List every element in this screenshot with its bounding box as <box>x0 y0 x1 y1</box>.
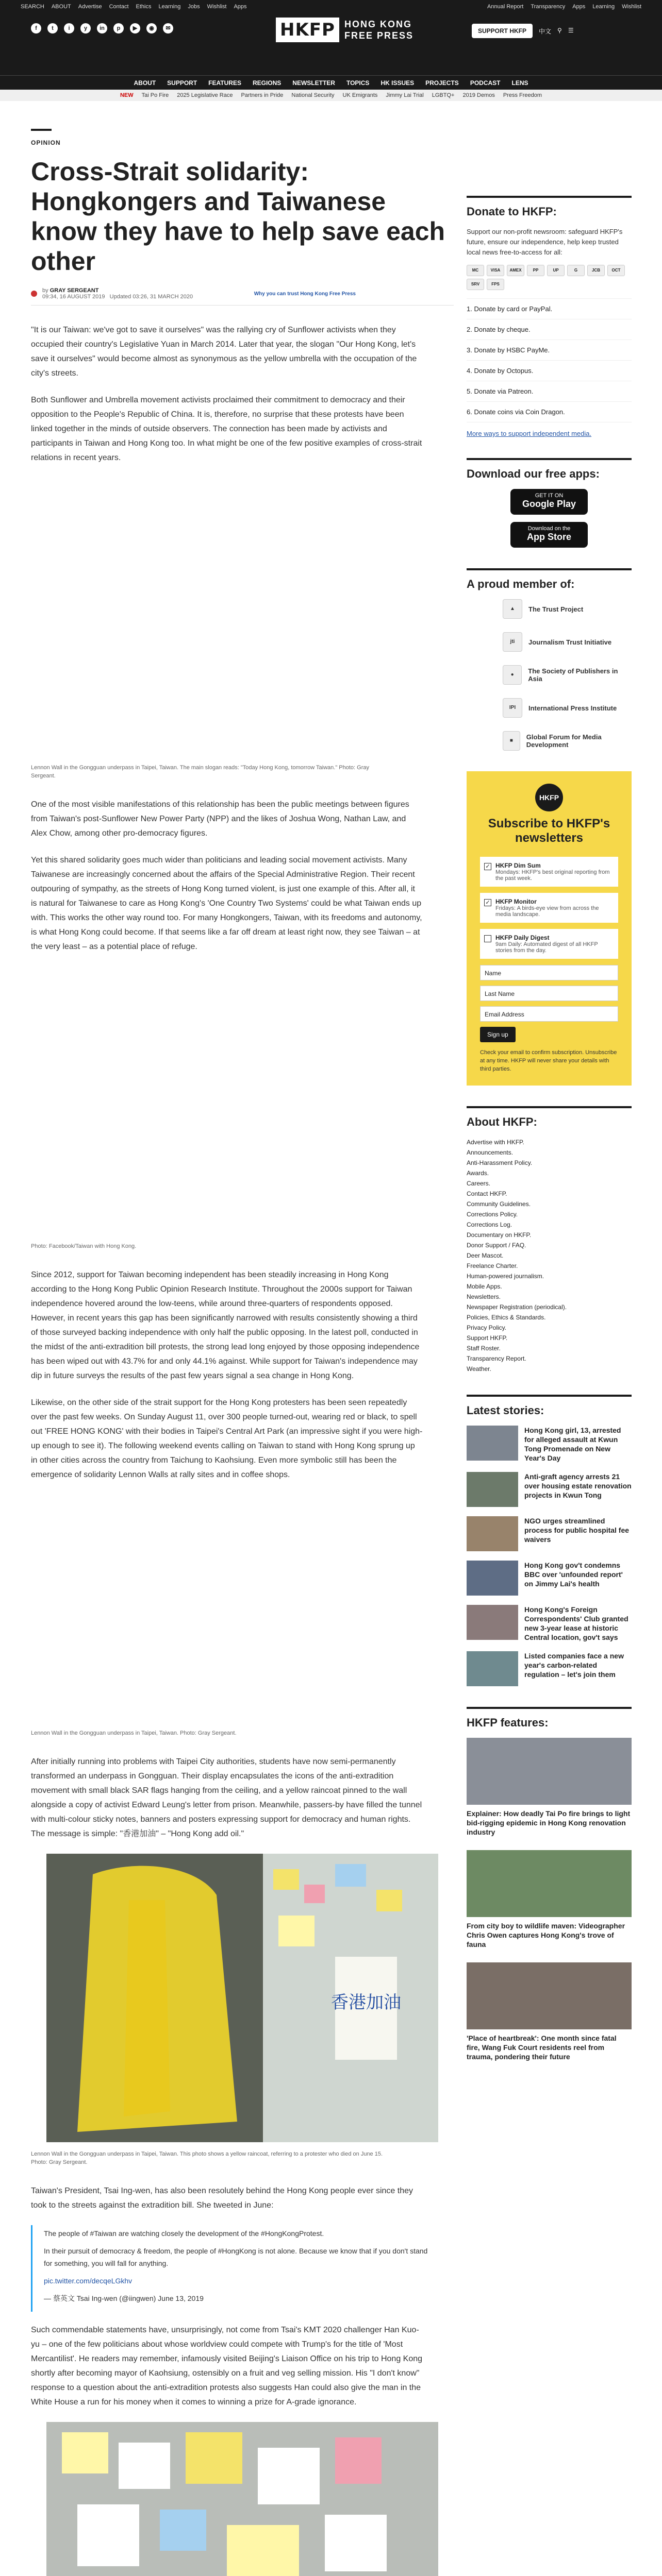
latest-widget <box>467 1395 632 1686</box>
nav-item[interactable]: PROJECTS <box>425 79 459 87</box>
trending-link[interactable]: 2025 Legislative Race <box>177 92 233 98</box>
trust-project-icon: ▲ <box>503 599 522 619</box>
nav-item[interactable]: HK ISSUES <box>380 79 415 87</box>
trending-link[interactable]: 2019 Demos <box>462 92 495 98</box>
donate-steps <box>467 298 632 422</box>
email-icon[interactable]: ✉ <box>163 23 173 33</box>
about-link[interactable]: Mobile Apps. <box>467 1283 502 1290</box>
trending-link[interactable]: Partners in Pride <box>241 92 284 98</box>
app-store-button[interactable] <box>510 522 588 548</box>
top-right-links <box>487 4 641 10</box>
linkedin-icon[interactable]: in <box>97 23 107 33</box>
embedded-tweet <box>31 2225 428 2312</box>
name-input[interactable]: Name <box>480 965 618 980</box>
about-link[interactable]: Staff Roster. <box>467 1345 501 1352</box>
about-link[interactable]: Deer Mascot. <box>467 1252 504 1259</box>
logo-mark: HKFP <box>276 18 339 42</box>
trending-link[interactable]: Jimmy Lai Trial <box>386 92 424 98</box>
latest-story[interactable] <box>467 1651 632 1686</box>
top-link[interactable]: Apps <box>234 4 247 10</box>
tweet-link[interactable]: pic.twitter.com/decqeLGkhv <box>44 2277 133 2285</box>
option-desc: 9am Daily: Automated digest of all HKFP stories from the day. <box>495 941 598 954</box>
top-link[interactable]: Ethics <box>136 4 152 10</box>
article-image <box>31 1495 454 1721</box>
member-title: A proud member of: <box>467 578 575 590</box>
instagram-icon[interactable]: i <box>64 23 74 33</box>
paragraph: Such commendable statements have, unsurprisingly, not come from Tsai's KMT 2020 challenger Han Kuo-yu – one of the few politicians about whose worldview could compete with Trump's for the title of 'Most Mercantilist'. He readers may remember, infamously visited Beijing's Liaison Office on his trip to Hong Kong shortly after becoming mayor of Kaohsiung, ostensibly on a fruit and veg selling mission. His "I don't know" response to a question about the anti-extradition protests also suggests Han could also give the man in the White House a run for his money when it comes to winning a prize for A-grade ignorance. <box>31 2326 423 2406</box>
about-link[interactable]: Corrections Log. <box>467 1221 512 1228</box>
option-desc: Fridays: A birds-eye view from across the media landscape. <box>495 905 599 918</box>
member-name: Journalism Trust Initiative <box>528 638 612 646</box>
newsletter-option[interactable] <box>480 893 618 923</box>
kicker-rule <box>31 129 52 131</box>
nav-item[interactable]: REGIONS <box>252 79 282 87</box>
member-org[interactable] <box>503 665 632 685</box>
facebook-icon[interactable]: f <box>31 23 41 33</box>
about-link[interactable]: Community Guidelines. <box>467 1200 531 1208</box>
member-org[interactable] <box>503 731 632 751</box>
sidebar <box>467 196 632 2082</box>
nav-item[interactable]: PODCAST <box>470 79 501 87</box>
search-icon[interactable]: ⚲ <box>557 27 562 34</box>
app-store-label: App Store <box>526 532 571 542</box>
jti-icon: jti <box>503 632 522 652</box>
tweet-text: The people of #Taiwan are watching closely the development of the #HongKongProtest. <box>44 2229 324 2238</box>
image-caption: Lennon Wall in the Gongguan underpass in Taipei, Taiwan. The main slogan reads: "Today Hong Kong, tomorrow Taiwan." Photo: Gray Sergeant. <box>31 765 369 779</box>
member-name: The Trust Project <box>528 605 584 613</box>
menu-icon[interactable]: ☰ <box>568 27 574 34</box>
nav-item[interactable]: SUPPORT <box>167 79 197 87</box>
card-icon: FPS <box>487 279 504 290</box>
top-right-link[interactable]: Learning <box>592 4 615 10</box>
latest-title: Latest stories: <box>467 1404 544 1417</box>
about-link[interactable]: Advertise with HKFP. <box>467 1139 524 1146</box>
card-icon: OCT <box>607 265 625 276</box>
about-title: About HKFP: <box>467 1115 537 1128</box>
youtube-icon[interactable]: y <box>80 23 91 33</box>
google-play-button[interactable] <box>510 489 588 515</box>
category-label[interactable]: OPINION <box>31 139 61 146</box>
newsletter-option[interactable] <box>480 857 618 887</box>
latest-story[interactable] <box>467 1561 632 1596</box>
card-icon: JCB <box>587 265 605 276</box>
byline <box>31 287 454 306</box>
trending-bar <box>0 90 662 101</box>
trending-link[interactable]: Tai Po Fire <box>141 92 169 98</box>
donate-title: Donate to HKFP: <box>467 205 557 218</box>
card-icon: UP <box>547 265 565 276</box>
image-caption: Lennon Wall in the Gongguan underpass in Taipei, Taiwan. Photo: Gray Sergeant. <box>31 1730 237 1736</box>
image-caption: Photo: Facebook/Taiwan with Hong Kong. <box>31 1243 137 1249</box>
about-link[interactable]: Contact HKFP. <box>467 1190 507 1197</box>
about-list <box>467 1137 632 1374</box>
rss-icon[interactable]: ◉ <box>146 23 157 33</box>
top-link[interactable]: Advertise <box>78 4 102 10</box>
option-desc: Mondays: HKFP's best original reporting from the past week. <box>495 869 610 882</box>
top-links <box>21 4 247 10</box>
member-org[interactable] <box>503 599 632 619</box>
member-org[interactable] <box>503 632 632 652</box>
trending-link[interactable]: Press Freedom <box>503 92 542 98</box>
newsletter-note: Check your email to confirm subscription. Unsubscribe at any time. HKFP will never share your details with third parties. <box>480 1049 617 1072</box>
top-right-link[interactable]: Apps <box>572 4 586 10</box>
story-title[interactable]: Anti-graft agency arrests 21 over housing estate renovation projects in Kwun Tong <box>524 1472 632 1499</box>
top-bar <box>0 0 662 13</box>
about-link[interactable]: Donor Support / FAQ. <box>467 1242 526 1249</box>
feature-image[interactable] <box>467 1738 632 1805</box>
donate-widget <box>467 196 632 437</box>
card-icon: VISA <box>487 265 504 276</box>
twitter-icon[interactable]: t <box>47 23 58 33</box>
donate-option[interactable]: 1. Donate by card or PayPal. <box>467 298 632 319</box>
top-link[interactable]: Contact <box>109 4 129 10</box>
image-caption: Lennon Wall in the Gongguan underpass in Taipei, Taiwan. This photo shows a yellow raincoat, referring to a protester who died on June 15. Photo: Gray Sergeant. <box>31 2151 383 2165</box>
option-title: HKFP Daily Digest <box>495 934 550 941</box>
member-org[interactable] <box>503 698 632 718</box>
member-widget <box>467 568 632 751</box>
story-title[interactable]: Hong Kong girl, 13, arrested for alleged assault at Kwun Tong Promenade on New Year's Day <box>524 1426 621 1462</box>
logo-line1: HONG KONG <box>344 19 412 29</box>
language-link[interactable]: 中文 <box>539 28 552 35</box>
member-name: The Society of Publishers in Asia <box>528 667 618 683</box>
nav-item[interactable]: FEATURES <box>208 79 241 87</box>
donate-option[interactable]: 2. Donate by cheque. <box>467 319 632 340</box>
checkbox-checked-icon[interactable]: ✓ <box>484 899 491 906</box>
option-title: HKFP Monitor <box>495 898 537 905</box>
paragraph: Since 2012, support for Taiwan becoming independent has been steadily increasing in Hong Kong according to the Hong Kong Public Opinion Research Institute. Throughout the 2000s support for Taiwan independence hovered around the low-teens, while around three-quarters of respondents opposed. However, in recent years this gap has been significantly narrowed with results consistently showing a third of those surveyed backing independence with only half the public opposing. In the latest poll, conducted in the midst of the anti-extradition bill protests, the strong lead long enjoyed by those opposing independence has been wiped out with 43.7% for and only 44.1% against. While support for Taiwan's independence may dip in future surveys the results of the past few years signal a sea change in Hong Kong. <box>31 1270 420 1380</box>
card-icon: G <box>567 265 585 276</box>
donate-option[interactable]: 6. Donate coins via Coin Dragon. <box>467 401 632 422</box>
nav-item[interactable]: TOPICS <box>346 79 370 87</box>
last-name-input[interactable]: Last Name <box>480 986 618 1001</box>
newsletter-option[interactable] <box>480 929 618 959</box>
checkbox-checked-icon[interactable]: ✓ <box>484 863 491 870</box>
play-icon[interactable]: ▶ <box>130 23 140 33</box>
story-thumbnail[interactable] <box>467 1605 518 1640</box>
site-logo[interactable] <box>276 18 413 42</box>
feature-title[interactable]: 'Place of heartbreak': One month since fatal fire, Wang Fuk Court residents reel from trauma, pondering their future <box>467 2034 617 2061</box>
main-nav <box>0 75 662 90</box>
google-play-label: Google Play <box>522 499 576 509</box>
feature-image[interactable] <box>467 1850 632 1917</box>
trending-link[interactable]: UK Emigrants <box>342 92 378 98</box>
member-name: Global Forum for Media Development <box>526 733 602 749</box>
story-thumbnail[interactable] <box>467 1516 518 1551</box>
donate-text: Support our non-profit newsroom: safeguard HKFP's future, ensure our independence, help keep trusted local news free-to-access for all: <box>467 228 623 256</box>
trending-link[interactable]: LGBTQ+ <box>432 92 455 98</box>
apps-title: Download our free apps: <box>467 467 600 480</box>
nav-item[interactable]: NEWSLETTER <box>292 79 335 87</box>
card-icon: PP <box>527 265 544 276</box>
story-thumbnail[interactable] <box>467 1472 518 1507</box>
top-link[interactable]: Wishlist <box>207 4 227 10</box>
lennon-wall-photo <box>31 1854 454 2142</box>
about-link[interactable]: Anti-Harassment Policy. <box>467 1159 533 1166</box>
card-icon: AMEX <box>507 265 524 276</box>
notes-wall-photo <box>31 2422 454 2576</box>
story-title[interactable]: Hong Kong gov't condemns BBC over 'unfounded report' on Jimmy Lai's health <box>524 1561 623 1588</box>
story-title[interactable]: Listed companies face a new year's carbon-related regulation – let's join them <box>524 1652 624 1679</box>
newsletter-widget <box>467 771 632 1086</box>
article <box>31 129 454 2576</box>
paragraph: "It is our Taiwan: we've got to save it ourselves" was the rallying cry of Sunflower activists when they occupied their country's Legislative Yuan in March 2014. Later that year, the slogan "Our Hong Kong, let's save it ourselves" would become almost as synonymous as the yellow umbrella with the occupation of the city's streets. <box>31 326 417 378</box>
nav-item[interactable]: LENS <box>511 79 528 87</box>
about-link[interactable]: Weather. <box>467 1365 491 1372</box>
newsletter-title: Subscribe to HKFP's newsletters <box>488 817 610 845</box>
option-title: HKFP Dim Sum <box>495 862 541 869</box>
about-link[interactable]: Corrections Policy. <box>467 1211 518 1218</box>
author-avatar <box>31 291 37 297</box>
trending-link[interactable]: National Security <box>291 92 335 98</box>
story-thumbnail[interactable] <box>467 1651 518 1686</box>
author-info: by GRAY SERGEANT 09:34, 16 AUGUST 2019 Updated 03:26, 31 MARCH 2020 <box>42 287 193 300</box>
about-link[interactable]: Newsletters. <box>467 1293 501 1300</box>
email-input[interactable]: Email Address <box>480 1006 618 1022</box>
updated-date: Updated 03:26, 31 MARCH 2020 <box>109 294 193 300</box>
about-widget <box>467 1106 632 1374</box>
donate-option[interactable]: 4. Donate by Octopus. <box>467 360 632 381</box>
top-link[interactable]: ABOUT <box>51 4 71 10</box>
publish-date: 09:34, 16 AUGUST 2019 <box>42 294 105 300</box>
about-link[interactable]: Support HKFP. <box>467 1334 508 1342</box>
about-link[interactable]: Transparency Report. <box>467 1355 526 1362</box>
paragraph: Both Sunflower and Umbrella movement activists proclaimed their commitment to democracy and their opposition to the People's Republic of China. It is, therefore, no surprise that these protests have been linked together in the minds of outside observers. The connection has been made by activists and participants in Taiwan and Hong Kong too. In what might be one of the few positive examples of cross-strait relations in recent years. <box>31 396 422 462</box>
tweet-author[interactable]: — 蔡英文 Tsai Ing-wen (@iingwen) June 13, 2019 <box>44 2294 204 2302</box>
about-link[interactable]: Awards. <box>467 1170 489 1177</box>
article-title: Cross-Strait solidarity: Hongkongers and Taiwanese know they have to help save each other <box>31 157 445 276</box>
features-list <box>467 1738 632 2061</box>
feature-title[interactable]: Explainer: How deadly Tai Po fire brings to light bid-rigging epidemic in Hong Kong renovation industry <box>467 1809 631 1836</box>
sopa-icon: ● <box>503 665 522 685</box>
about-link[interactable]: Careers. <box>467 1180 491 1187</box>
header-right <box>539 27 574 36</box>
gfmd-icon: ■ <box>503 731 520 751</box>
social-icons <box>31 23 173 33</box>
top-link[interactable]: Jobs <box>188 4 200 10</box>
about-link[interactable]: Newspaper Registration (periodical). <box>467 1303 567 1311</box>
latest-story[interactable] <box>467 1605 632 1642</box>
article-image <box>31 478 454 756</box>
app-store-small: Download on the <box>527 526 571 532</box>
donate-option[interactable]: 3. Donate by HSBC PayMe. <box>467 340 632 360</box>
author-name[interactable]: GRAY SERGEANT <box>49 287 99 294</box>
svg-text:香港加油: 香港加油 <box>331 1992 401 2013</box>
payment-cards <box>467 265 632 290</box>
member-name: International Press Institute <box>528 704 617 712</box>
donate-option[interactable]: 5. Donate via Patreon. <box>467 381 632 401</box>
story-title[interactable]: Hong Kong's Foreign Correspondents' Club granted new 3-year lease at historic Central location, gov't says <box>524 1605 628 1641</box>
about-link[interactable]: Announcements. <box>467 1149 514 1156</box>
apps-widget <box>467 458 632 548</box>
paragraph: Yet this shared solidarity goes much wider than politicians and leading social movement activists. Many Taiwanese are increasingly concerned about the affairs of the Special Administrative Region. Their recent outpouring of sympathy, as the streets of Hong Kong turned violent, is just one example of this. After all, it is natural for Taiwanese to care as Hong Kong's 'One Country Two Systems' could be what Taiwan ends up with. This works the other way round too. For many Hongkongers, Taiwan, with its freedoms and autonomy, is what Hong Kong could become. If that seems like a far off dream at least right now, they see Taiwan – at the very least – as a potential place of refuge. <box>31 856 422 951</box>
features-title: HKFP features: <box>467 1716 549 1729</box>
feature-image[interactable] <box>467 1962 632 2029</box>
top-right-link[interactable]: Transparency <box>531 4 566 10</box>
story-thumbnail[interactable] <box>467 1561 518 1596</box>
about-link[interactable]: Policies, Ethics & Standards. <box>467 1314 546 1321</box>
trust-link[interactable]: Why you can trust Hong Kong Free Press <box>254 291 356 297</box>
nav-item[interactable]: ABOUT <box>134 79 156 87</box>
paragraph: Likewise, on the other side of the strait support for the Hong Kong protesters has been seen repeatedly over the past few weeks. On Sunday August 11, over 300 people turned-out, wearing red or black, to spell out 'FREE HONG KONG' with their bodies in Taipei's Central Art Park (an impressive sight if you were high-up enough to see it). The following weekend events calling on Taiwan to stand with Hong Kong sprung up in other cities across the country from Taichung to Kaohsiung. Even more symbolic still has been the emergence of solidarity Lennon Walls at rally sites and in coffee shops. <box>31 1398 423 1479</box>
signup-button[interactable]: Sign up <box>480 1027 516 1042</box>
about-link[interactable]: Human-powered journalism. <box>467 1273 544 1280</box>
logo-line2: FREE PRESS <box>344 30 413 41</box>
logo-text <box>344 19 413 41</box>
article-body <box>31 323 454 2576</box>
paragraph: After initially running into problems with Taipei City authorities, students have now semi-permanently transformed an underpass in Gongguan. Their display encapsulates the icons of the anti-extradition movement with small black SAR flags hanging from the ceiling, and a yellow raincoat pinned to the wall alongside a copy of activist Edward Leung's letter from prison. Meanwhile, passers-by have filled the tunnel with multi-colour sticky notes, banners and posters expressing support for democracy and human rights. The message is simple: "香港加油" – "Hong Kong add oil." <box>31 1757 422 1838</box>
latest-list <box>467 1426 632 1686</box>
top-link[interactable]: SEARCH <box>21 4 44 10</box>
card-icon: SRV <box>467 279 484 290</box>
top-link[interactable]: Learning <box>158 4 181 10</box>
story-title[interactable]: NGO urges streamlined process for public hospital fee waivers <box>524 1517 630 1544</box>
patreon-icon[interactable]: p <box>113 23 124 33</box>
latest-story[interactable] <box>467 1472 632 1507</box>
tweet-text: In their pursuit of democracy & freedom, the people of #HongKong is not alone. Because we know that if you don't stand for something, you will fall for anything. <box>44 2247 428 2267</box>
features-widget <box>467 1707 632 2061</box>
checkbox-icon[interactable] <box>484 935 491 942</box>
latest-story[interactable] <box>467 1516 632 1551</box>
latest-story[interactable] <box>467 1426 632 1463</box>
feature-title[interactable]: From city boy to wildlife maven: Videographer Chris Owen captures Hong Kong's trove of fauna <box>467 1922 625 1948</box>
newsletter-logo: HKFP <box>535 784 563 811</box>
top-right-link[interactable]: Wishlist <box>622 4 641 10</box>
top-right-link[interactable]: Annual Report <box>487 4 524 10</box>
story-thumbnail[interactable] <box>467 1426 518 1461</box>
google-play-small: GET IT ON <box>535 493 564 499</box>
article-image <box>31 967 454 1234</box>
about-link[interactable]: Freelance Charter. <box>467 1262 518 1269</box>
more-ways-link[interactable]: More ways to support independent media. <box>467 430 592 437</box>
new-badge: NEW <box>120 92 134 98</box>
paragraph: One of the most visible manifestations of this relationship has been the public meetings between figures from Taiwan's post-Sunflower New Power Party (NPP) and the likes of Joshua Wong, Nathan Law, and Alex Chow, among other pro-democracy figures. <box>31 800 409 838</box>
about-link[interactable]: Documentary on HKFP. <box>467 1231 532 1239</box>
support-button[interactable]: SUPPORT HKFP <box>472 24 533 38</box>
ipi-icon: IPI <box>503 698 522 718</box>
about-link[interactable]: Privacy Policy. <box>467 1324 507 1331</box>
card-icon: MC <box>467 265 484 276</box>
paragraph: Taiwan's President, Tsai Ing-wen, has also been resolutely behind the Hong Kong people ever since they took to the streets against the extradition bill. She tweeted in June: <box>31 2187 413 2210</box>
